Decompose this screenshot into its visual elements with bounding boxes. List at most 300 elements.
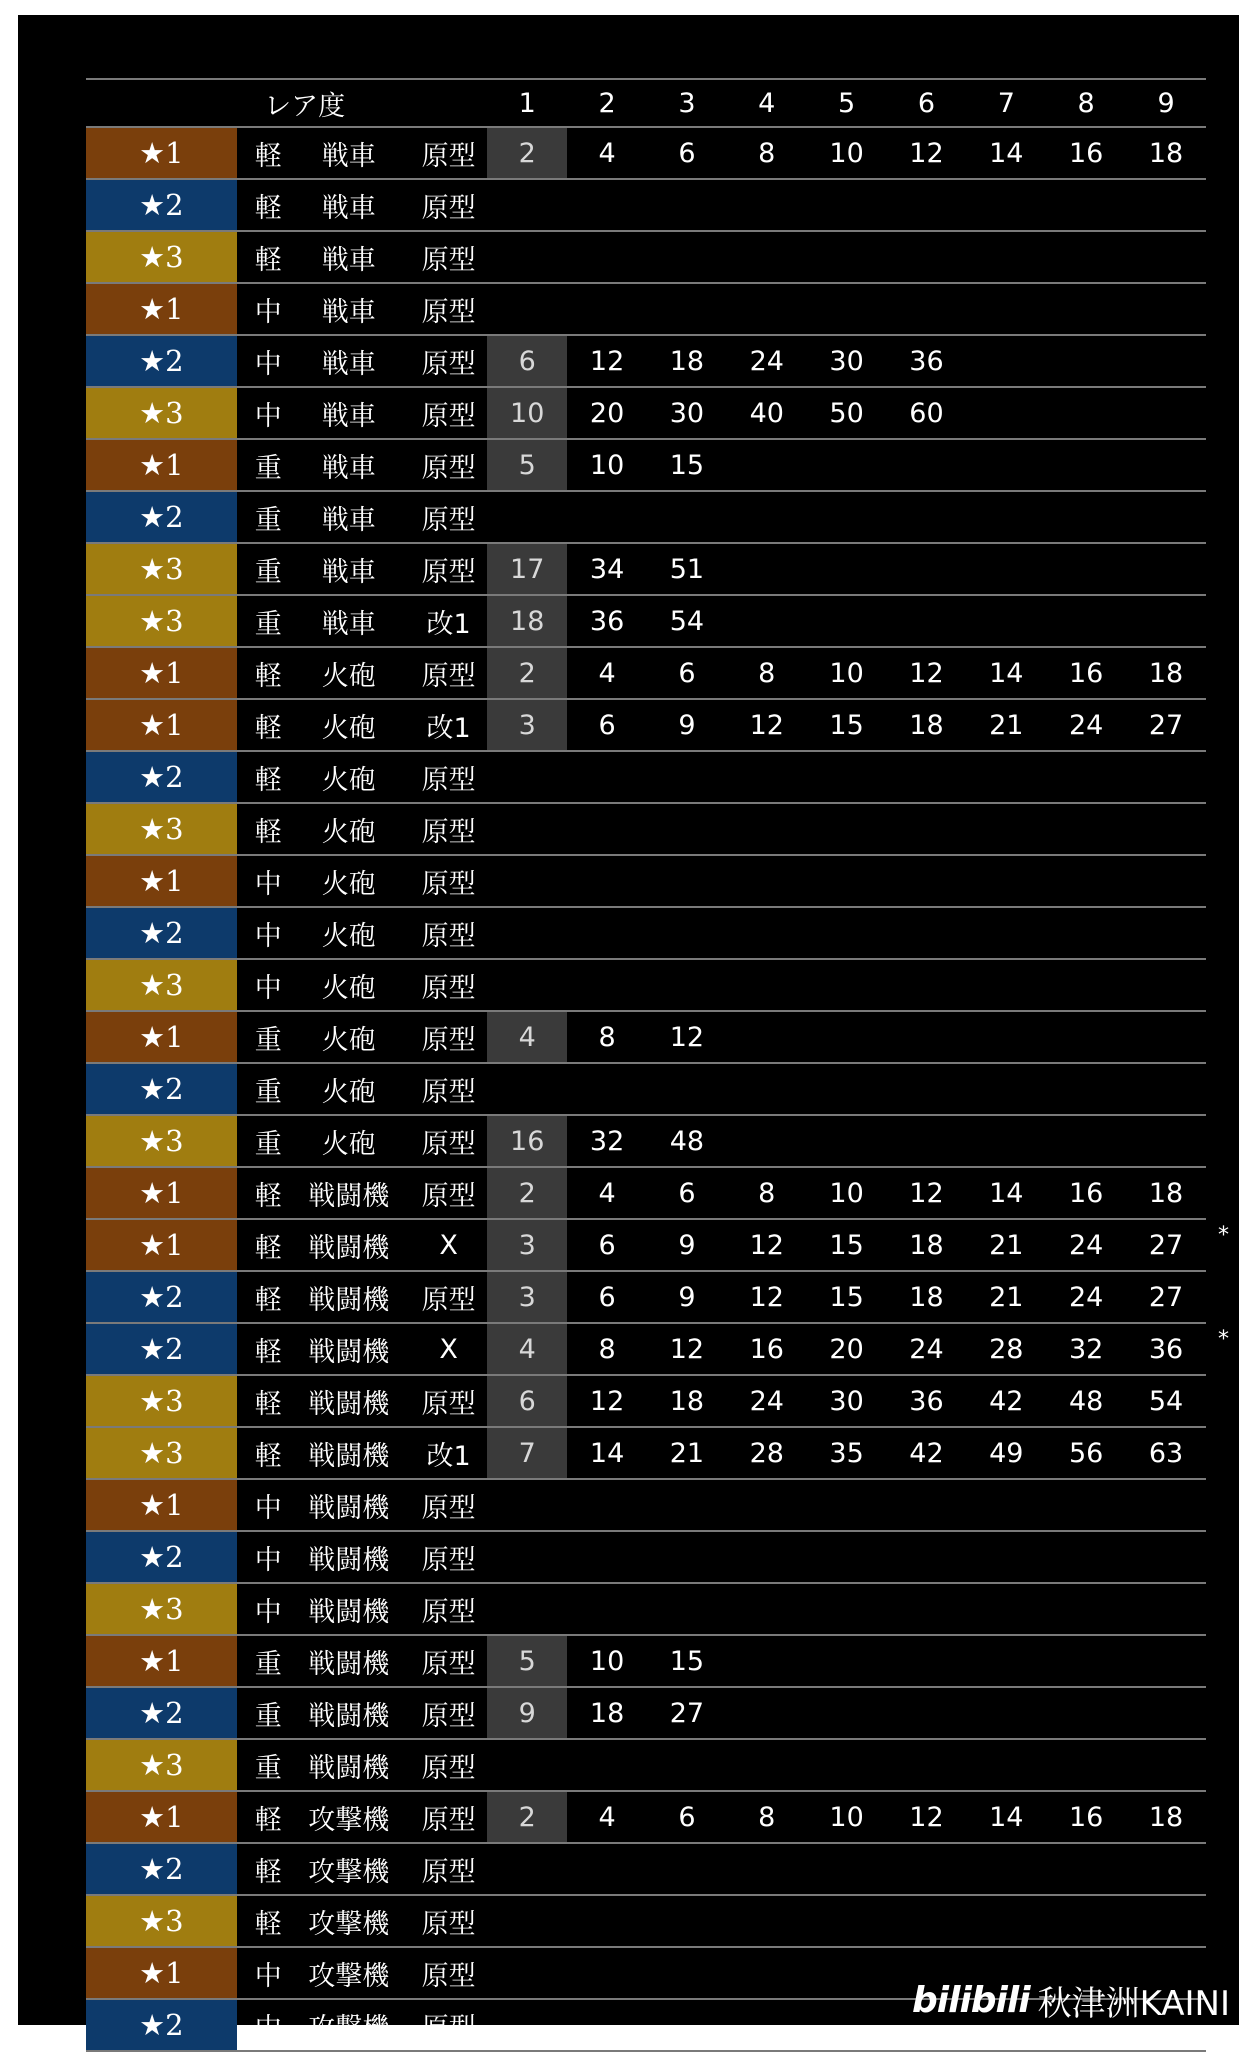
- level-value-cell: 30: [807, 335, 887, 387]
- level-value-cell: 24: [1046, 699, 1126, 751]
- level-value-cell: [1126, 803, 1206, 855]
- level-value-cell: 3: [487, 1271, 567, 1323]
- level-value-cell: 14: [966, 127, 1046, 179]
- table-row: [86, 231, 1206, 283]
- weight-cell: 軽: [237, 231, 288, 283]
- weight-cell: 軽: [237, 1271, 288, 1323]
- level-value-cell: 15: [807, 699, 887, 751]
- weight-cell: 中: [237, 1583, 288, 1635]
- level-value-cell: [487, 179, 567, 231]
- level-value-cell: 18: [1126, 1791, 1206, 1843]
- table-row: [86, 1167, 1206, 1219]
- level-value-cell: 14: [966, 647, 1046, 699]
- rarity-cell: ★3: [86, 543, 237, 595]
- level-header-8: 8: [1046, 79, 1126, 127]
- form-cell: 改1: [410, 699, 487, 751]
- rarity-cell: ★1: [86, 1791, 237, 1843]
- level-value-cell: 40: [727, 387, 807, 439]
- level-value-cell: 6: [487, 335, 567, 387]
- level-value-cell: 12: [887, 127, 967, 179]
- level-value-cell: [1046, 1895, 1126, 1947]
- level-value-cell: 12: [567, 335, 647, 387]
- level-value-cell: [966, 1479, 1046, 1531]
- level-value-cell: [487, 751, 567, 803]
- level-value-cell: 24: [1046, 1271, 1126, 1323]
- rarity-cell: ★2: [86, 1063, 237, 1115]
- level-value-cell: [966, 335, 1046, 387]
- level-value-cell: [887, 1063, 967, 1115]
- form-cell: 原型: [410, 907, 487, 959]
- level-value-cell: 42: [966, 1375, 1046, 1427]
- level-value-cell: [1046, 231, 1126, 283]
- level-value-cell: 18: [567, 1687, 647, 1739]
- form-cell: 原型: [410, 751, 487, 803]
- form-cell: 原型: [410, 1531, 487, 1583]
- form-cell: 原型: [410, 855, 487, 907]
- level-header-7: 7: [966, 79, 1046, 127]
- form-cell: 原型: [410, 543, 487, 595]
- level-value-cell: [487, 959, 567, 1011]
- level-value-cell: [727, 1635, 807, 1687]
- level-value-cell: [807, 1687, 887, 1739]
- level-value-cell: [1126, 1687, 1206, 1739]
- level-value-cell: [1126, 1115, 1206, 1167]
- level-value-cell: 27: [1126, 1271, 1206, 1323]
- level-value-cell: 3: [487, 699, 567, 751]
- level-value-cell: [647, 1739, 727, 1791]
- level-value-cell: [487, 1999, 567, 2051]
- level-value-cell: [807, 439, 887, 491]
- level-value-cell: 51: [647, 543, 727, 595]
- level-value-cell: 48: [1046, 1375, 1126, 1427]
- table-row: [86, 179, 1206, 231]
- level-value-cell: [1046, 283, 1126, 335]
- weight-cell: 軽: [237, 699, 288, 751]
- weight-cell: 軽: [237, 803, 288, 855]
- level-value-cell: [966, 387, 1046, 439]
- level-value-cell: [966, 231, 1046, 283]
- level-value-cell: [807, 1843, 887, 1895]
- row-asterisk: *: [1218, 1223, 1229, 1248]
- level-value-cell: 15: [807, 1219, 887, 1271]
- form-cell: 原型: [410, 1895, 487, 1947]
- unit-type-cell: 戦車: [288, 491, 410, 543]
- level-value-cell: [1046, 907, 1126, 959]
- table-row: [86, 803, 1206, 855]
- level-value-cell: [647, 959, 727, 1011]
- level-value-cell: 12: [567, 1375, 647, 1427]
- level-value-cell: [567, 1947, 647, 1999]
- level-value-cell: 6: [487, 1375, 567, 1427]
- level-value-cell: [487, 1895, 567, 1947]
- unit-type-cell: 火砲: [288, 1115, 410, 1167]
- rarity-cell: ★1: [86, 1219, 237, 1271]
- table-row: [86, 1531, 1206, 1583]
- rarity-cell: ★1: [86, 1011, 237, 1063]
- form-cell: 原型: [410, 1739, 487, 1791]
- unit-type-cell: 攻撃機: [288, 1947, 410, 1999]
- level-value-cell: 6: [647, 647, 727, 699]
- level-value-cell: [567, 959, 647, 1011]
- table-row: [86, 1115, 1206, 1167]
- level-value-cell: [807, 1947, 887, 1999]
- level-header-3: 3: [647, 79, 727, 127]
- level-value-cell: [1046, 1687, 1126, 1739]
- level-value-cell: [1046, 751, 1126, 803]
- level-value-cell: 21: [966, 1219, 1046, 1271]
- level-value-cell: 8: [727, 647, 807, 699]
- weight-cell: 軽: [237, 647, 288, 699]
- level-value-cell: 63: [1126, 1427, 1206, 1479]
- level-value-cell: 27: [1126, 699, 1206, 751]
- level-value-cell: 10: [567, 439, 647, 491]
- level-value-cell: [807, 1635, 887, 1687]
- level-value-cell: [887, 231, 967, 283]
- level-value-cell: [807, 751, 887, 803]
- level-value-cell: [1046, 959, 1126, 1011]
- level-value-cell: 12: [647, 1323, 727, 1375]
- unit-type-cell: 戦車: [288, 387, 410, 439]
- level-value-cell: 16: [1046, 647, 1126, 699]
- level-value-cell: [807, 855, 887, 907]
- level-value-cell: 15: [647, 439, 727, 491]
- level-value-cell: 14: [567, 1427, 647, 1479]
- rarity-cell: ★3: [86, 1427, 237, 1479]
- level-value-cell: [1046, 387, 1126, 439]
- level-value-cell: [807, 491, 887, 543]
- level-value-cell: 48: [647, 1115, 727, 1167]
- table-row: [86, 439, 1206, 491]
- level-value-cell: [487, 1531, 567, 1583]
- rarity-cell: ★3: [86, 387, 237, 439]
- level-value-cell: 7: [487, 1427, 567, 1479]
- weight-cell: 中: [237, 907, 288, 959]
- weight-cell: 中: [237, 387, 288, 439]
- table-row: [86, 855, 1206, 907]
- level-value-cell: [887, 491, 967, 543]
- level-value-cell: 8: [567, 1323, 647, 1375]
- level-value-cell: [1126, 907, 1206, 959]
- table-row: [86, 959, 1206, 1011]
- rarity-cell: ★2: [86, 1271, 237, 1323]
- level-value-cell: [1046, 543, 1126, 595]
- table-row: [86, 1635, 1206, 1687]
- form-cell: 原型: [410, 1843, 487, 1895]
- level-value-cell: [807, 543, 887, 595]
- level-value-cell: [1126, 1739, 1206, 1791]
- table-row: [86, 1843, 1206, 1895]
- level-value-cell: [567, 231, 647, 283]
- weight-cell: 重: [237, 1011, 288, 1063]
- rarity-cell: ★1: [86, 1479, 237, 1531]
- unit-type-cell: 戦車: [288, 179, 410, 231]
- level-value-cell: [647, 1895, 727, 1947]
- level-value-cell: 56: [1046, 1427, 1126, 1479]
- weight-cell: 重: [237, 1687, 288, 1739]
- level-value-cell: 14: [966, 1791, 1046, 1843]
- level-value-cell: [966, 751, 1046, 803]
- form-cell: 原型: [410, 803, 487, 855]
- level-value-cell: [807, 1115, 887, 1167]
- level-value-cell: [807, 1011, 887, 1063]
- rarity-cell: ★1: [86, 283, 237, 335]
- level-value-cell: [1126, 855, 1206, 907]
- level-value-cell: [807, 959, 887, 1011]
- level-value-cell: 4: [487, 1011, 567, 1063]
- weight-cell: 中: [237, 1531, 288, 1583]
- rarity-cell: ★2: [86, 751, 237, 803]
- table-row: [86, 647, 1206, 699]
- level-value-cell: [1126, 1531, 1206, 1583]
- level-value-cell: [887, 907, 967, 959]
- level-value-cell: 14: [966, 1167, 1046, 1219]
- unit-type-cell: 火砲: [288, 647, 410, 699]
- level-value-cell: [727, 1531, 807, 1583]
- level-value-cell: [727, 1999, 807, 2051]
- rarity-cell: ★3: [86, 231, 237, 283]
- weight-cell: 中: [237, 855, 288, 907]
- level-header-1: 1: [487, 79, 567, 127]
- level-value-cell: [727, 1115, 807, 1167]
- rarity-cell: ★3: [86, 595, 237, 647]
- table-row: [86, 1583, 1206, 1635]
- weight-cell: 軽: [237, 1843, 288, 1895]
- level-value-cell: 10: [807, 127, 887, 179]
- level-value-cell: [807, 803, 887, 855]
- level-value-cell: [1126, 491, 1206, 543]
- level-value-cell: 9: [647, 1271, 727, 1323]
- level-value-cell: [487, 907, 567, 959]
- table-row: [86, 543, 1206, 595]
- level-value-cell: 36: [1126, 1323, 1206, 1375]
- level-value-cell: [727, 1947, 807, 1999]
- weight-cell: 中: [237, 1947, 288, 1999]
- weight-cell: 軽: [237, 179, 288, 231]
- level-value-cell: [567, 1843, 647, 1895]
- table-row: [86, 1791, 1206, 1843]
- weight-cell: 軽: [237, 1427, 288, 1479]
- level-value-cell: 5: [487, 439, 567, 491]
- level-value-cell: [1126, 1635, 1206, 1687]
- level-value-cell: [727, 1063, 807, 1115]
- form-cell: 改1: [410, 595, 487, 647]
- level-value-cell: 4: [567, 1791, 647, 1843]
- level-value-cell: 8: [727, 1167, 807, 1219]
- level-value-cell: [966, 283, 1046, 335]
- level-value-cell: [727, 595, 807, 647]
- level-value-cell: 4: [567, 1167, 647, 1219]
- level-value-cell: 35: [807, 1427, 887, 1479]
- level-value-cell: 49: [966, 1427, 1046, 1479]
- level-value-cell: 3: [487, 1219, 567, 1271]
- level-value-cell: [1046, 1011, 1126, 1063]
- level-value-cell: [887, 751, 967, 803]
- level-value-cell: 24: [887, 1323, 967, 1375]
- level-value-cell: [966, 439, 1046, 491]
- level-value-cell: 28: [966, 1323, 1046, 1375]
- table-row: [86, 595, 1206, 647]
- unit-type-cell: 戦闘機: [288, 1375, 410, 1427]
- level-value-cell: [887, 1479, 967, 1531]
- level-value-cell: 6: [647, 127, 727, 179]
- level-value-cell: [487, 1479, 567, 1531]
- level-value-cell: 9: [647, 699, 727, 751]
- level-value-cell: [1126, 283, 1206, 335]
- level-value-cell: [1046, 335, 1126, 387]
- level-value-cell: [487, 283, 567, 335]
- weight-cell: 中: [237, 335, 288, 387]
- level-value-cell: [727, 231, 807, 283]
- unit-type-cell: 戦闘機: [288, 1739, 410, 1791]
- level-value-cell: [1046, 1635, 1126, 1687]
- level-value-cell: [887, 439, 967, 491]
- level-value-cell: [1046, 1479, 1126, 1531]
- level-value-cell: [887, 959, 967, 1011]
- form-cell: 原型: [410, 491, 487, 543]
- level-value-cell: 24: [727, 335, 807, 387]
- table-row: [86, 751, 1206, 803]
- rarity-cell: ★3: [86, 1115, 237, 1167]
- level-value-cell: [1126, 335, 1206, 387]
- level-value-cell: 4: [567, 647, 647, 699]
- level-value-cell: [647, 1583, 727, 1635]
- weight-cell: 軽: [237, 127, 288, 179]
- level-value-cell: 36: [887, 335, 967, 387]
- weight-cell: 重: [237, 595, 288, 647]
- level-value-cell: 20: [807, 1323, 887, 1375]
- level-value-cell: [647, 907, 727, 959]
- level-value-cell: 15: [647, 1635, 727, 1687]
- form-cell: 原型: [410, 335, 487, 387]
- level-value-cell: 8: [567, 1011, 647, 1063]
- level-value-cell: 24: [727, 1375, 807, 1427]
- level-value-cell: [887, 543, 967, 595]
- level-header-4: 4: [727, 79, 807, 127]
- form-cell: 原型: [410, 179, 487, 231]
- weight-cell: 重: [237, 439, 288, 491]
- row-asterisk: *: [1218, 1327, 1229, 1352]
- level-value-cell: [1126, 1843, 1206, 1895]
- level-value-cell: 6: [567, 699, 647, 751]
- level-value-cell: 30: [807, 1375, 887, 1427]
- level-value-cell: [727, 491, 807, 543]
- level-value-cell: 12: [647, 1011, 727, 1063]
- unit-type-cell: 火砲: [288, 1063, 410, 1115]
- level-value-cell: 12: [887, 1791, 967, 1843]
- level-value-cell: [567, 283, 647, 335]
- rarity-cell: ★1: [86, 439, 237, 491]
- level-value-cell: [887, 1115, 967, 1167]
- level-value-cell: 2: [487, 647, 567, 699]
- level-value-cell: [647, 1063, 727, 1115]
- level-value-cell: 10: [487, 387, 567, 439]
- level-value-cell: [727, 907, 807, 959]
- level-value-cell: [567, 751, 647, 803]
- level-value-cell: [1126, 1583, 1206, 1635]
- level-value-cell: [727, 179, 807, 231]
- level-value-cell: 32: [567, 1115, 647, 1167]
- unit-type-cell: 攻撃機: [288, 1895, 410, 1947]
- unit-type-cell: 戦車: [288, 283, 410, 335]
- rarity-cell: ★1: [86, 1167, 237, 1219]
- rarity-cell: ★2: [86, 491, 237, 543]
- level-value-cell: [807, 1583, 887, 1635]
- unit-type-cell: 戦車: [288, 335, 410, 387]
- level-value-cell: 2: [487, 1791, 567, 1843]
- level-value-cell: [1046, 1063, 1126, 1115]
- level-value-cell: [807, 907, 887, 959]
- form-cell: 原型: [410, 231, 487, 283]
- level-value-cell: 8: [727, 1791, 807, 1843]
- level-value-cell: [567, 1479, 647, 1531]
- level-value-cell: 2: [487, 1167, 567, 1219]
- form-cell: 改1: [410, 1427, 487, 1479]
- level-value-cell: 9: [647, 1219, 727, 1271]
- level-header-6: 6: [887, 79, 967, 127]
- level-value-cell: [647, 1843, 727, 1895]
- table-row: [86, 907, 1206, 959]
- level-value-cell: 18: [1126, 127, 1206, 179]
- level-value-cell: [807, 1895, 887, 1947]
- unit-type-cell: 戦車: [288, 439, 410, 491]
- level-value-cell: 12: [727, 1219, 807, 1271]
- level-value-cell: [966, 1843, 1046, 1895]
- rarity-cell: ★1: [86, 127, 237, 179]
- level-value-cell: 4: [567, 127, 647, 179]
- rarity-cell: ★2: [86, 179, 237, 231]
- level-value-cell: 32: [1046, 1323, 1126, 1375]
- level-value-cell: [727, 959, 807, 1011]
- level-value-cell: 6: [647, 1167, 727, 1219]
- level-value-cell: [727, 803, 807, 855]
- form-cell: 原型: [410, 1115, 487, 1167]
- table-row: [86, 1219, 1206, 1271]
- level-value-cell: [487, 1583, 567, 1635]
- weight-cell: 重: [237, 1115, 288, 1167]
- level-value-cell: [647, 855, 727, 907]
- level-header-9: 9: [1126, 79, 1206, 127]
- level-value-cell: 4: [487, 1323, 567, 1375]
- level-value-cell: [647, 751, 727, 803]
- level-value-cell: [1126, 959, 1206, 1011]
- level-value-cell: [727, 1583, 807, 1635]
- level-value-cell: [966, 179, 1046, 231]
- level-value-cell: [1126, 1011, 1206, 1063]
- table-row: [86, 1687, 1206, 1739]
- table-row: [86, 1479, 1206, 1531]
- table-row: [86, 127, 1206, 179]
- form-cell: 原型: [410, 387, 487, 439]
- unit-type-cell: 戦闘機: [288, 1323, 410, 1375]
- level-value-cell: [567, 1999, 647, 2051]
- weight-cell: 中: [237, 1479, 288, 1531]
- unit-type-cell: 戦闘機: [288, 1479, 410, 1531]
- level-value-cell: [807, 1479, 887, 1531]
- level-value-cell: [807, 1531, 887, 1583]
- level-value-cell: 21: [647, 1427, 727, 1479]
- form-cell: 原型: [410, 1999, 487, 2051]
- level-value-cell: [887, 1011, 967, 1063]
- level-value-cell: [1046, 803, 1126, 855]
- level-value-cell: [727, 751, 807, 803]
- level-value-cell: [647, 231, 727, 283]
- level-value-cell: [1126, 439, 1206, 491]
- level-value-cell: [807, 283, 887, 335]
- level-value-cell: [1046, 1115, 1126, 1167]
- form-cell: 原型: [410, 1011, 487, 1063]
- level-value-cell: 15: [807, 1271, 887, 1323]
- level-value-cell: 18: [1126, 1167, 1206, 1219]
